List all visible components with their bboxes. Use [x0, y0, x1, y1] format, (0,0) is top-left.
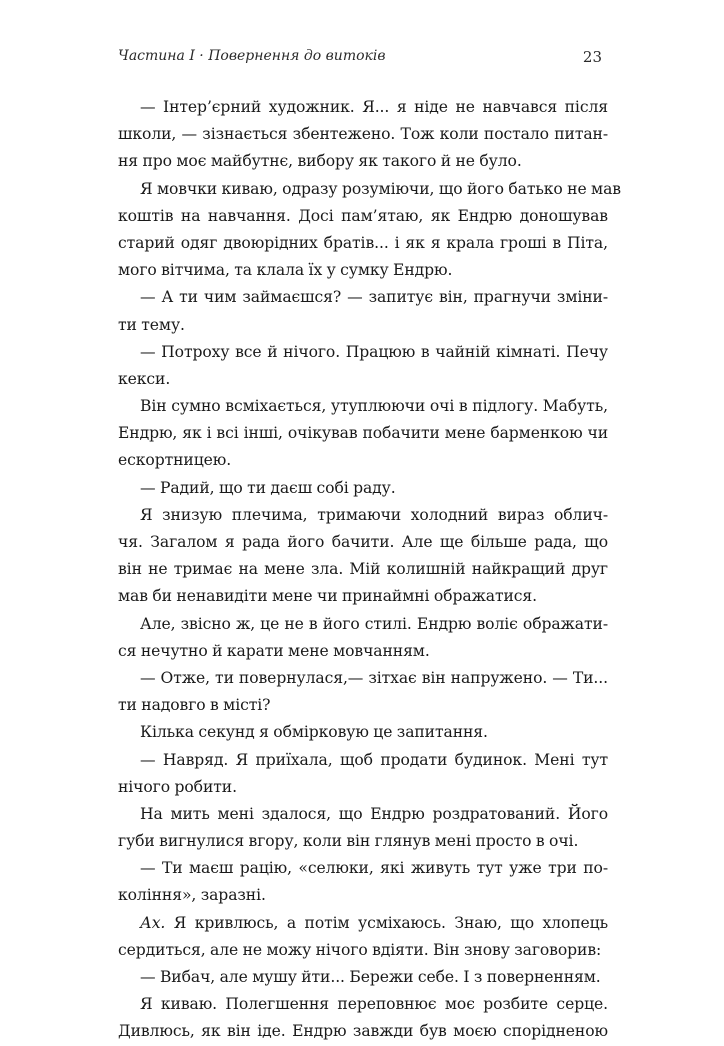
text-line: — Навряд. Я приїхала, щоб продати будинок. Мені тут [140, 750, 608, 769]
header-title: Частина I · Повернення до витоків [118, 48, 386, 64]
text-line: — Ти маєш рацію, «селюки, які живуть тут уже три по- [140, 859, 608, 878]
text-line: ти тему. [118, 315, 185, 334]
text-line: Я мовчки киваю, одразу розуміючи, що його батько не мав [140, 179, 621, 198]
text-line: — Потроху все й нічого. Працюю в чайній кімнаті. Печу [140, 342, 608, 361]
text-line: Я знизую плечима, тримаючи холодний вираз облич- [140, 505, 608, 524]
text-line: ся нечутно й карати мене мовчанням. [118, 641, 430, 660]
text-line: — Інтер’єрний художник. Я... я ніде не навчався після [140, 98, 608, 116]
text-line: старий одяг двоюрідних братів... і як я крала гроші в Піта, [118, 233, 608, 252]
italic-word: Ах. [140, 913, 166, 932]
text-line: Я киваю. Полегшення переповнює моє розбите серце. [140, 995, 608, 1014]
text-line: Він сумно всміхається, утуплюючи очі в підлогу. Мабуть, [140, 397, 608, 416]
text-line: ня про моє майбутнє, вибору як такого й не було. [118, 152, 522, 171]
text-line: нічого робити. [118, 777, 237, 796]
text-line: кекси. [118, 369, 171, 388]
text-line: Ендрю, як і всі інші, очікував побачити мене барменкою чи [118, 424, 608, 443]
text-line: коштів на навчання. Досі пам’ятаю, як Ендрю доношував [118, 206, 608, 225]
text-line: ти надовго в місті? [118, 696, 271, 715]
text-line: — Отже, ти повернулася,— зітхає він напружено. — Ти... [140, 668, 608, 687]
text-line: сердиться, але не можу нічого вдіяти. Він знову заговорив: [118, 940, 602, 959]
text-line: Дивлюсь, як він іде. Ендрю завжди був моєю спорідненою [118, 1022, 608, 1041]
text-line: чя. Загалом я рада його бачити. Але ще більше рада, що [118, 533, 608, 551]
text-line: — Вибач, але мушу йти... Бережи себе. І з поверненням. [140, 968, 601, 986]
text-line: Ах. Я кривлюсь, а потім усміхаюсь. Знаю, що хлопець [140, 913, 608, 932]
text-line: Але, звісно ж, це не в його стилі. Ендрю воліє ображати- [140, 614, 608, 633]
running-header [118, 48, 602, 70]
text-line: — А ти чим займаєшся? — запитує він, прагнучи зміни- [140, 288, 608, 307]
text-line: ескортницею. [118, 451, 232, 470]
text-line: коління», заразні. [118, 886, 266, 905]
body-text [118, 94, 621, 1046]
text-line: школи, — зізнається збентежено. Тож коли постало питан- [118, 125, 608, 144]
text-line: він не тримає на мене зла. Мій колишній найкращий друг [118, 560, 608, 579]
text-line: мого вітчима, та клала їх у сумку Ендрю. [118, 261, 453, 280]
text-line: губи вигнулися вгору, коли він глянув мені просто в очі. [118, 832, 579, 851]
text-line: — Радий, що ти даєш собі раду. [140, 478, 396, 497]
text-line: мав би ненавидіти мене чи принаймні ображатися. [118, 587, 538, 606]
page-number: 23 [582, 48, 602, 66]
text-line: На мить мені здалося, що Ендрю роздратований. Його [140, 804, 608, 823]
text-line: Кілька секунд я обмірковую це запитання. [140, 723, 488, 742]
